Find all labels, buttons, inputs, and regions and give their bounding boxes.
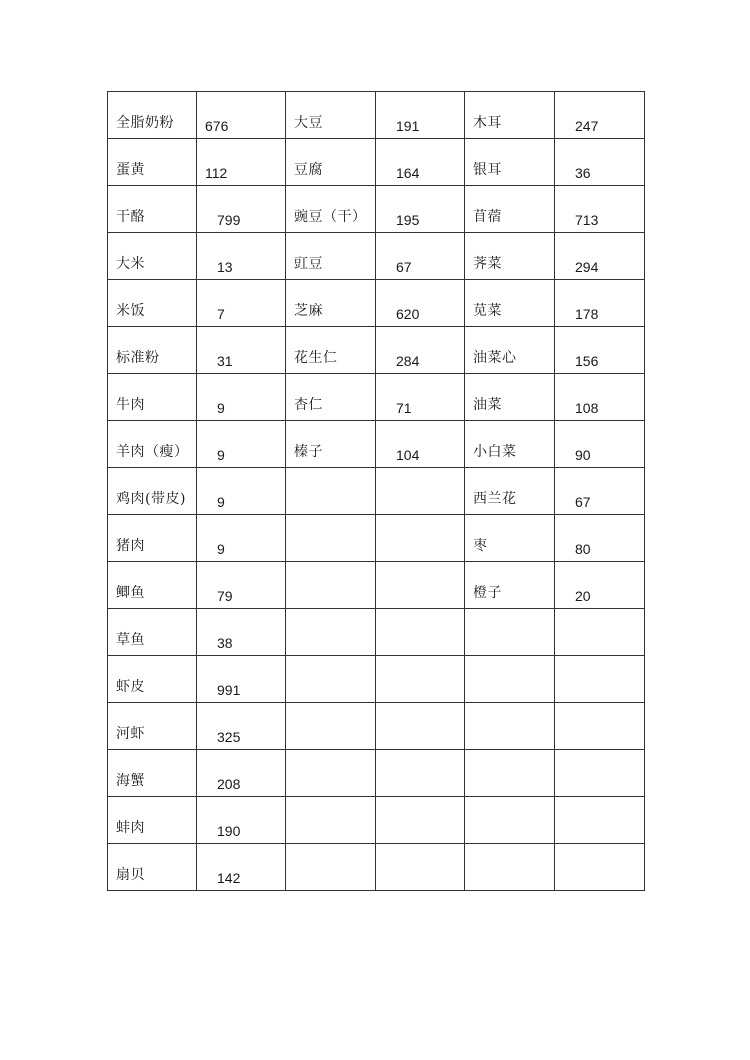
food-name: 橙子: [473, 585, 502, 601]
food-name-cell: [108, 703, 197, 750]
food-name-cell: [108, 609, 197, 656]
calcium-value-cell: [197, 797, 286, 844]
food-name: 鲫鱼: [116, 585, 145, 601]
food-name: 榛子: [294, 444, 323, 460]
calcium-value-cell: [197, 92, 286, 139]
food-name: [465, 696, 554, 702]
food-name: 小白菜: [473, 444, 517, 460]
food-name-cell: [108, 186, 197, 233]
food-name-cell: [108, 797, 197, 844]
calcium-value: 713: [575, 212, 599, 228]
calcium-value-cell: [197, 656, 286, 703]
food-name-cell: [286, 92, 376, 139]
food-name: [286, 508, 375, 514]
food-name: [465, 837, 554, 843]
calcium-value-cell: [376, 92, 465, 139]
food-name-cell: [465, 421, 555, 468]
food-name-cell: [286, 515, 376, 562]
food-name-cell: [465, 374, 555, 421]
food-name: 米饭: [116, 303, 145, 319]
food-name: 大豆: [294, 115, 323, 131]
calcium-value-cell: [197, 562, 286, 609]
food-name-cell: [108, 92, 197, 139]
calcium-value-cell: [555, 233, 645, 280]
calcium-value-cell: [376, 515, 465, 562]
calcium-value: 79: [217, 588, 233, 604]
food-name: [465, 790, 554, 796]
food-name-cell: [465, 468, 555, 515]
calcium-value: 284: [396, 353, 420, 369]
food-name-cell: [286, 421, 376, 468]
calcium-value: [555, 792, 644, 796]
food-name: [286, 837, 375, 843]
calcium-value-cell: [555, 92, 645, 139]
food-name: 草鱼: [116, 632, 145, 648]
calcium-value-cell: [197, 703, 286, 750]
calcium-value: [376, 792, 464, 796]
calcium-value-cell: [555, 609, 645, 656]
food-name-cell: [465, 562, 555, 609]
food-name-cell: [286, 280, 376, 327]
table-row: [108, 750, 645, 797]
calcium-value-cell: [376, 703, 465, 750]
food-name: 鸡肉(带皮): [116, 491, 186, 507]
food-name-cell: [465, 797, 555, 844]
food-name: [286, 649, 375, 655]
food-name-cell: [108, 233, 197, 280]
food-name: 河虾: [116, 726, 145, 742]
calcium-value: [555, 886, 644, 890]
calcium-value-cell: [376, 374, 465, 421]
food-name: 荠菜: [473, 256, 502, 272]
calcium-value-cell: [555, 515, 645, 562]
food-name: [286, 602, 375, 608]
calcium-value: 799: [217, 212, 241, 228]
food-name: 虾皮: [116, 679, 145, 695]
calcium-value-cell: [555, 186, 645, 233]
calcium-value-cell: [376, 233, 465, 280]
food-name-cell: [108, 374, 197, 421]
calcium-value-cell: [376, 656, 465, 703]
calcium-value-cell: [197, 280, 286, 327]
food-name-cell: [465, 327, 555, 374]
calcium-value: 67: [396, 259, 412, 275]
food-name-cell: [108, 515, 197, 562]
calcium-value-cell: [555, 421, 645, 468]
calcium-value: 36: [575, 165, 591, 181]
calcium-value: 67: [575, 494, 591, 510]
food-name: [286, 555, 375, 561]
calcium-value: 247: [575, 118, 599, 134]
food-name-cell: [286, 844, 376, 891]
calcium-value-cell: [376, 468, 465, 515]
calcium-value: 90: [575, 447, 591, 463]
table-row: [108, 374, 645, 421]
food-name-cell: [465, 233, 555, 280]
food-name-cell: [286, 656, 376, 703]
food-name-cell: [108, 468, 197, 515]
calcium-value: [376, 510, 464, 514]
calcium-value: 195: [396, 212, 420, 228]
food-name-cell: [108, 280, 197, 327]
calcium-value: 9: [217, 541, 225, 557]
calcium-value: 191: [396, 118, 420, 134]
table-row: [108, 609, 645, 656]
food-name: 花生仁: [294, 350, 338, 366]
food-name: 全脂奶粉: [116, 115, 174, 131]
table-row: [108, 656, 645, 703]
calcium-value: 9: [217, 494, 225, 510]
calcium-value-cell: [376, 562, 465, 609]
food-name-cell: [465, 656, 555, 703]
table-row: [108, 844, 645, 891]
food-name-cell: [465, 92, 555, 139]
food-name-cell: [286, 797, 376, 844]
calcium-value-cell: [555, 797, 645, 844]
calcium-value-cell: [197, 421, 286, 468]
calcium-value: 7: [217, 306, 225, 322]
food-name: 苜蓿: [473, 209, 502, 225]
food-name: [465, 884, 554, 890]
table-body: [108, 92, 645, 891]
calcium-value-cell: [555, 280, 645, 327]
calcium-value-cell: [197, 374, 286, 421]
calcium-value: 208: [217, 776, 241, 792]
calcium-value: 142: [217, 870, 241, 886]
table-row: [108, 233, 645, 280]
food-name: [465, 743, 554, 749]
food-name: [286, 696, 375, 702]
food-name: 牛肉: [116, 397, 145, 413]
food-name: 豆腐: [294, 162, 323, 178]
calcium-value: 80: [575, 541, 591, 557]
calcium-value: 178: [575, 306, 599, 322]
calcium-value: 294: [575, 259, 599, 275]
food-name-cell: [286, 186, 376, 233]
food-name-cell: [286, 468, 376, 515]
table-row: [108, 280, 645, 327]
calcium-value-cell: [376, 609, 465, 656]
food-name-cell: [108, 656, 197, 703]
calcium-value: [555, 651, 644, 655]
calcium-value: 13: [217, 259, 233, 275]
calcium-value: [555, 745, 644, 749]
food-name: 干酪: [116, 209, 145, 225]
calcium-value-cell: [555, 139, 645, 186]
calcium-value-cell: [376, 844, 465, 891]
calcium-value-cell: [197, 139, 286, 186]
calcium-value: [376, 651, 464, 655]
calcium-value: [376, 886, 464, 890]
table-row: [108, 327, 645, 374]
calcium-value: [376, 839, 464, 843]
calcium-value: 620: [396, 306, 420, 322]
calcium-value: [376, 745, 464, 749]
calcium-value: 325: [217, 729, 241, 745]
table-row: [108, 421, 645, 468]
calcium-value: 190: [217, 823, 241, 839]
food-name: 木耳: [473, 115, 502, 131]
table-row: [108, 186, 645, 233]
calcium-value: 31: [217, 353, 233, 369]
food-name: [286, 743, 375, 749]
calcium-value-cell: [197, 609, 286, 656]
food-name: 枣: [473, 538, 488, 554]
calcium-value-cell: [197, 233, 286, 280]
food-name-cell: [465, 750, 555, 797]
food-name: 西兰花: [473, 491, 517, 507]
table-row: [108, 139, 645, 186]
calcium-value-cell: [555, 656, 645, 703]
calcium-value: [555, 839, 644, 843]
calcium-value-cell: [555, 468, 645, 515]
food-name: 大米: [116, 256, 145, 272]
food-name-cell: [108, 421, 197, 468]
food-name-cell: [286, 327, 376, 374]
food-name-cell: [465, 609, 555, 656]
calcium-value: 112: [205, 165, 228, 181]
calcium-value-cell: [376, 750, 465, 797]
calcium-value-cell: [197, 515, 286, 562]
calcium-value: [555, 698, 644, 702]
calcium-value: [376, 604, 464, 608]
calcium-value-cell: [555, 327, 645, 374]
food-name-cell: [286, 233, 376, 280]
calcium-value: 164: [396, 165, 420, 181]
calcium-value: 9: [217, 447, 225, 463]
food-name: 蚌肉: [116, 820, 145, 836]
food-name-cell: [108, 139, 197, 186]
calcium-value: 9: [217, 400, 225, 416]
food-name-cell: [465, 186, 555, 233]
calcium-value-cell: [376, 139, 465, 186]
food-name-cell: [286, 609, 376, 656]
calcium-value: 20: [575, 588, 591, 604]
food-name: 蛋黄: [116, 162, 145, 178]
calcium-value-cell: [197, 844, 286, 891]
food-name: 芝麻: [294, 303, 323, 319]
food-name-cell: [286, 139, 376, 186]
table-row: [108, 562, 645, 609]
calcium-value: [376, 698, 464, 702]
food-name-cell: [286, 703, 376, 750]
calcium-value: 104: [396, 447, 420, 463]
table-row: [108, 515, 645, 562]
food-name-cell: [108, 750, 197, 797]
calcium-value-cell: [376, 327, 465, 374]
calcium-value-cell: [376, 280, 465, 327]
food-name: 豌豆（干）: [294, 209, 367, 225]
food-name: 油菜: [473, 397, 502, 413]
food-name: [465, 649, 554, 655]
calcium-content-table: [107, 91, 645, 891]
food-name-cell: [465, 703, 555, 750]
table-row: [108, 468, 645, 515]
food-name: 苋菜: [473, 303, 502, 319]
food-name: 羊肉（瘦）: [116, 444, 189, 460]
table-row: [108, 703, 645, 750]
calcium-value: 38: [217, 635, 233, 651]
food-name-cell: [465, 515, 555, 562]
calcium-value-cell: [197, 327, 286, 374]
calcium-value-cell: [555, 703, 645, 750]
food-name: 油菜心: [473, 350, 517, 366]
food-name-cell: [465, 844, 555, 891]
food-name-cell: [286, 374, 376, 421]
calcium-value-cell: [555, 374, 645, 421]
calcium-value-cell: [197, 186, 286, 233]
food-name-cell: [286, 750, 376, 797]
table-row: [108, 92, 645, 139]
food-name-cell: [108, 327, 197, 374]
calcium-value-cell: [376, 797, 465, 844]
calcium-value-cell: [197, 468, 286, 515]
calcium-value: 108: [575, 400, 599, 416]
calcium-value: 71: [396, 400, 412, 416]
calcium-value-cell: [376, 186, 465, 233]
food-name-cell: [108, 844, 197, 891]
food-name: 扇贝: [116, 867, 145, 883]
calcium-value-cell: [555, 562, 645, 609]
food-name-cell: [465, 280, 555, 327]
food-name-cell: [108, 562, 197, 609]
calcium-value: 676: [205, 118, 229, 134]
calcium-value-cell: [197, 750, 286, 797]
calcium-value-cell: [376, 421, 465, 468]
food-name: 标准粉: [116, 350, 160, 366]
calcium-value-cell: [555, 844, 645, 891]
food-name: 杏仁: [294, 397, 323, 413]
calcium-value-cell: [555, 750, 645, 797]
food-name-cell: [286, 562, 376, 609]
calcium-value: 156: [575, 353, 599, 369]
food-name: 银耳: [473, 162, 502, 178]
food-name: 海蟹: [116, 773, 145, 789]
calcium-value: [376, 557, 464, 561]
food-name: [286, 790, 375, 796]
calcium-value: 991: [217, 682, 241, 698]
food-name: 猪肉: [116, 538, 145, 554]
food-name: 豇豆: [294, 256, 323, 272]
table-row: [108, 797, 645, 844]
food-name: [286, 884, 375, 890]
food-name-cell: [465, 139, 555, 186]
